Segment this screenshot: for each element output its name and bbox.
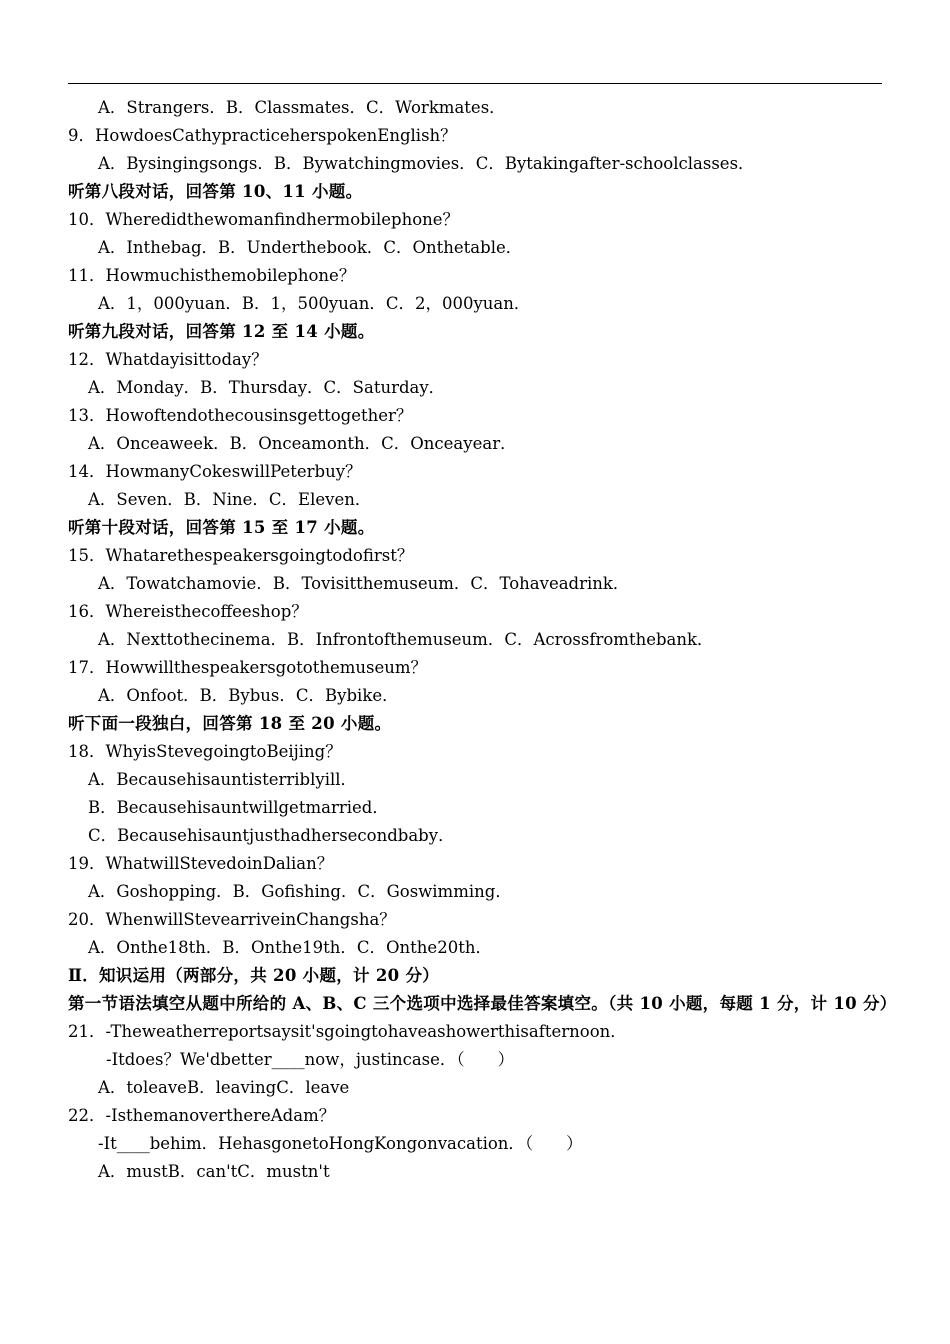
- question-text: 13．Howoftendothecousinsgettogether？: [68, 406, 413, 425]
- question-text: 11．Howmuchisthemobilephone？: [68, 266, 356, 285]
- question-text: 10．Wheredidthewomanfindhermobilephone？: [68, 210, 460, 229]
- answer-options: A．toleaveB．leavingC．leave: [98, 1078, 350, 1097]
- answer-options: A．Onthe18th．B．Onthe19th．C．Onthe20th．: [88, 938, 492, 957]
- answer-options: A．Bysingingsongs．B．Bywatchingmovies．C．Bytakingafter-schoolclasses．: [98, 154, 755, 173]
- answer-options: A．Monday．B．Thursday．C．Saturday．: [88, 378, 446, 397]
- answer-options: -Itdoes？We'dbetter____now，justincase．（ ）: [106, 1050, 515, 1069]
- answer-options: A．mustB．can'tC．mustn't: [98, 1162, 330, 1181]
- answer-options: A．1，000yuan．B．1，500yuan．C．2，000yuan．: [98, 294, 531, 313]
- section-heading: 听第十段对话，回答第 15 至 17 小题。: [68, 518, 375, 537]
- question-text: 21．-Theweatherreportsaysit'sgoingtohaveashowerthisafternoon．: [68, 1022, 627, 1041]
- exam-page-content: [68, 94, 896, 1186]
- header-rule: [68, 83, 882, 84]
- answer-options: A．Inthebag．B．Underthebook．C．Onthetable．: [98, 238, 523, 257]
- section-heading: 第一节语法填空从题中所给的 A、B、C 三个选项中选择最佳答案填空。（共 10 小题，每题 1 分，计 10 分）: [68, 994, 897, 1013]
- section-heading: 听下面一段独白，回答第 18 至 20 小题。: [68, 714, 392, 733]
- answer-options: A．Onfoot．B．Bybus．C．Bybike．: [98, 686, 399, 705]
- answer-options: A．Towatchamovie．B．Tovisitthemuseum．C．Tohaveadrink．: [98, 574, 630, 593]
- section-heading: 听第九段对话，回答第 12 至 14 小题。: [68, 322, 375, 341]
- question-text: 19．WhatwillStevedoinDalian？: [68, 854, 334, 873]
- answer-options: A．Seven．B．Nine．C．Eleven．: [88, 490, 372, 509]
- question-text: 14．HowmanyCokeswillPeterbuy？: [68, 462, 362, 481]
- question-text: 22．-IsthemanoverthereAdam？: [68, 1106, 336, 1125]
- answer-options: A．Onceaweek．B．Onceamonth．C．Onceayear．: [88, 434, 517, 453]
- section-heading: Ⅱ．知识运用（两部分，共 20 小题，计 20 分）: [68, 966, 440, 985]
- answer-options: A．Becausehisauntisterriblyill．: [88, 770, 358, 789]
- question-text: 15．Whatarethespeakersgoingtodofirst？: [68, 546, 414, 565]
- question-text: 9．HowdoesCathypracticeherspokenEnglish？: [68, 126, 457, 145]
- answer-options: C．Becausehisauntjusthadhersecondbaby．: [88, 826, 455, 845]
- answer-options: -It____behim．HehasgonetoHongKongonvacation．（ ）: [98, 1134, 583, 1153]
- answer-options: A．Nexttothecinema．B．Infrontofthemuseum．C．Acrossfromthebank．: [98, 630, 714, 649]
- answer-options: A．Strangers．B．Classmates．C．Workmates．: [98, 98, 506, 117]
- question-text: 20．WhenwillStevearriveinChangsha？: [68, 910, 396, 929]
- question-text: 18．WhyisStevegoingtoBeijing？: [68, 742, 342, 761]
- question-text: 17．Howwillthespeakersgotothemuseum？: [68, 658, 428, 677]
- question-text: 12．Whatdayisittoday？: [68, 350, 268, 369]
- question-text: 16．Whereisthecoffeeshop？: [68, 602, 308, 621]
- section-heading: 听第八段对话，回答第 10、11 小题。: [68, 182, 363, 201]
- answer-options: B．Becausehisauntwillgetmarried．: [88, 798, 389, 817]
- answer-options: A．Goshopping．B．Gofishing．C．Goswimming．: [88, 882, 512, 901]
